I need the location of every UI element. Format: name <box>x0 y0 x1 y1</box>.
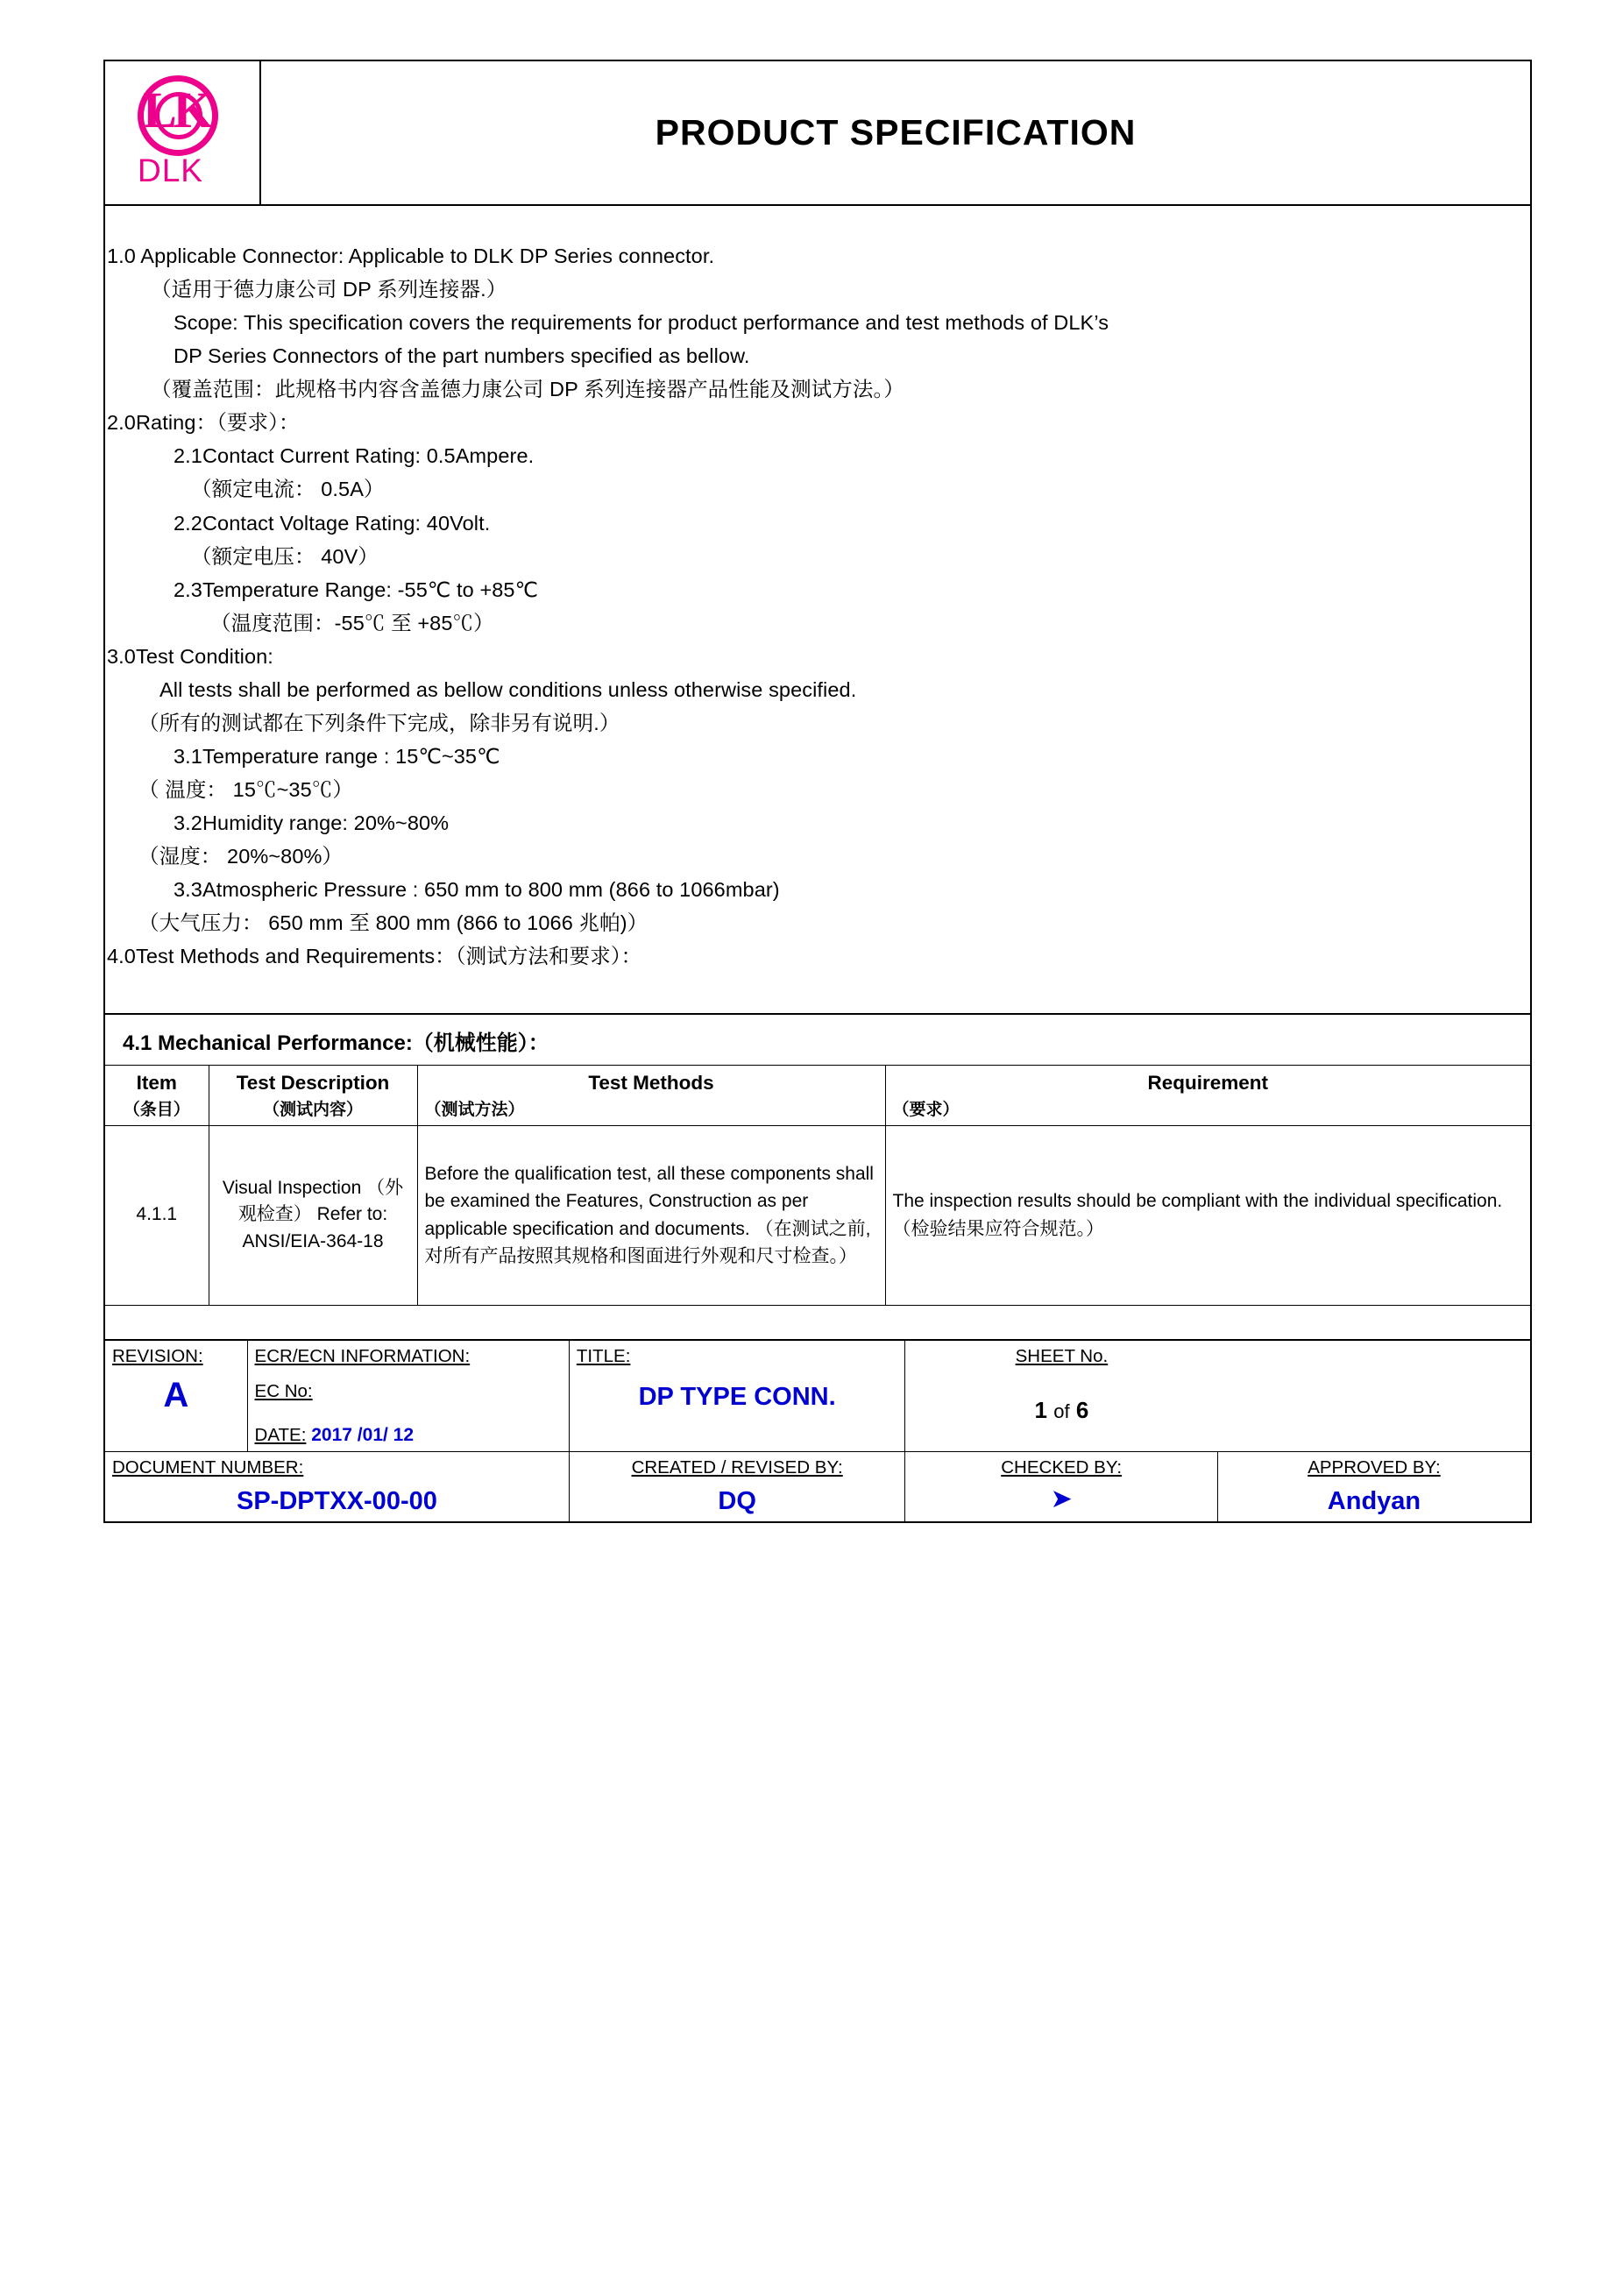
column-header-test-methods <box>417 1066 885 1125</box>
page-title: PRODUCT SPECIFICATION <box>655 112 1137 152</box>
column-header-sub: （要求） <box>892 1100 960 1119</box>
document-frame <box>103 60 1532 1523</box>
body-line: 3.3Atmospheric Pressure : 650 mm to 800 mm (866 to 1066mbar) <box>174 878 780 902</box>
title-cell-footer <box>569 1341 905 1452</box>
column-header-requirement <box>885 1066 1530 1125</box>
body-line: 3.2Humidity range: 20%~80% <box>174 811 450 835</box>
title-label: TITLE: <box>576 1345 631 1366</box>
created-by-label: CREATED / REVISED BY: <box>631 1456 843 1478</box>
mechanical-performance-section <box>105 1013 1530 1305</box>
body-line: （湿度： 20%~80%） <box>138 845 344 868</box>
column-header-sub: （测试内容） <box>262 1100 363 1119</box>
document-number-label: DOCUMENT NUMBER: <box>112 1456 304 1478</box>
footer-row-top <box>105 1341 1530 1452</box>
body-line: DP Series Connectors of the part numbers specified as bellow. <box>174 344 750 368</box>
checked-by-label: CHECKED BY: <box>1001 1456 1123 1478</box>
mechanical-performance-table <box>105 1066 1530 1305</box>
table-row <box>105 1125 1530 1305</box>
column-header-main: Item <box>136 1072 177 1095</box>
ecr-label: ECR/ECN INFORMATION: <box>254 1345 471 1366</box>
title-cell <box>261 61 1530 204</box>
date-value: 2017 /01/ 12 <box>311 1424 415 1445</box>
section-heading: 4.1 Mechanical Performance:（机械性能）： <box>105 1015 1530 1066</box>
cell-test-description: Visual Inspection （外观检查） Refer to: ANSI/EIA-364-18 <box>209 1125 417 1305</box>
approved-by-value: Andyan <box>1327 1486 1421 1515</box>
footer-table <box>105 1341 1530 1521</box>
footer-row-bottom <box>105 1451 1530 1521</box>
body-line: 2.0Rating：（要求）： <box>107 411 300 435</box>
body-line: （覆盖范围：此规格书内容含盖德力康公司 DP 系列连接器产品性能及测试方法。） <box>151 378 904 401</box>
sheet-total: 6 <box>1075 1396 1089 1423</box>
logo-monogram: LK <box>143 81 209 138</box>
column-header-main: Test Description <box>236 1072 390 1095</box>
column-header-main: Requirement <box>1147 1072 1269 1095</box>
document-number-cell <box>105 1451 569 1521</box>
body-line: Scope: This specification covers the requirements for product performance and test methods of DLK’s <box>174 311 1109 335</box>
column-header-sub: （条目） <box>123 1100 190 1119</box>
body-line: （ 温度： 15℃~35℃） <box>138 778 353 801</box>
revision-label: REVISION: <box>112 1345 203 1366</box>
checked-by-cell <box>905 1451 1218 1521</box>
logo-wordmark: DLK <box>138 152 203 188</box>
created-by-cell <box>569 1451 905 1521</box>
cell-item: 4.1.1 <box>105 1125 209 1305</box>
ec-no-label: EC No: <box>254 1380 313 1401</box>
body-line: （温度范围：-55℃ 至 +85℃） <box>210 611 494 634</box>
body-line: 2.1Contact Current Rating: 0.5Ampere. <box>174 444 535 468</box>
body-line: 1.0 Applicable Connector: Applicable to DLK DP Series connector. <box>107 244 715 267</box>
column-header-main: Test Methods <box>588 1072 714 1095</box>
body-line: （适用于德力康公司 DP 系列连接器.） <box>151 278 507 301</box>
revision-cell <box>105 1341 247 1452</box>
cell-requirement: The inspection results should be compliant with the individual specification.（检验结果应符合规范。） <box>885 1125 1530 1305</box>
body-line: 2.3Temperature Range: -55℃ to +85℃ <box>174 578 539 601</box>
sheet-label: SHEET No. <box>1015 1345 1109 1366</box>
sheet-current: 1 <box>1034 1396 1047 1423</box>
approved-by-cell <box>1217 1451 1530 1521</box>
document-body <box>105 206 1530 978</box>
body-line: All tests shall be performed as bellow conditions unless otherwise specified. <box>159 677 857 701</box>
ecr-cell <box>247 1341 569 1452</box>
document-number-value: SP-DPTXX-00-00 <box>237 1486 437 1515</box>
column-header-item <box>105 1066 209 1125</box>
cell-test-methods: Before the qualification test, all these components shall be examined the Features, Construction as per applicable specification and documents. （在测试之前, 对所有产品按照其规格和图面进行外观和尺寸检查。） <box>417 1125 885 1305</box>
column-header-sub: （测试方法） <box>424 1100 525 1119</box>
body-line: （额定电流： 0.5A） <box>191 478 385 501</box>
document-footer <box>105 1339 1530 1521</box>
body-line: 4.0Test Methods and Requirements：（测试方法和要求）： <box>107 945 642 968</box>
body-line: 2.2Contact Voltage Rating: 40Volt. <box>174 511 491 535</box>
body-line: （额定电压： 40V） <box>191 544 379 568</box>
body-line: 3.0Test Condition: <box>107 644 273 668</box>
created-by-value: DQ <box>718 1486 756 1515</box>
body-line: （大气压力： 650 mm 至 800 mm (866 to 1066 兆帕)） <box>138 911 648 935</box>
sheet-cell <box>905 1341 1218 1452</box>
table-header-row <box>105 1066 1530 1125</box>
revision-value: A <box>163 1375 189 1414</box>
checked-by-signature: ➤ <box>1050 1484 1073 1513</box>
logo-cell <box>105 61 261 204</box>
approved-by-label: APPROVED BY: <box>1308 1456 1441 1478</box>
sheet-number <box>912 1397 1210 1424</box>
sheet-of: of <box>1053 1400 1070 1422</box>
column-header-test-description <box>209 1066 417 1125</box>
dlk-logo-icon <box>117 68 248 198</box>
body-line: （所有的测试都在下列条件下完成，除非另有说明.） <box>138 711 620 734</box>
body-line: 3.1Temperature range : 15℃~35℃ <box>174 744 500 768</box>
document-header <box>105 61 1530 206</box>
date-label: DATE: <box>254 1424 307 1445</box>
title-value: DP TYPE CONN. <box>638 1382 836 1411</box>
